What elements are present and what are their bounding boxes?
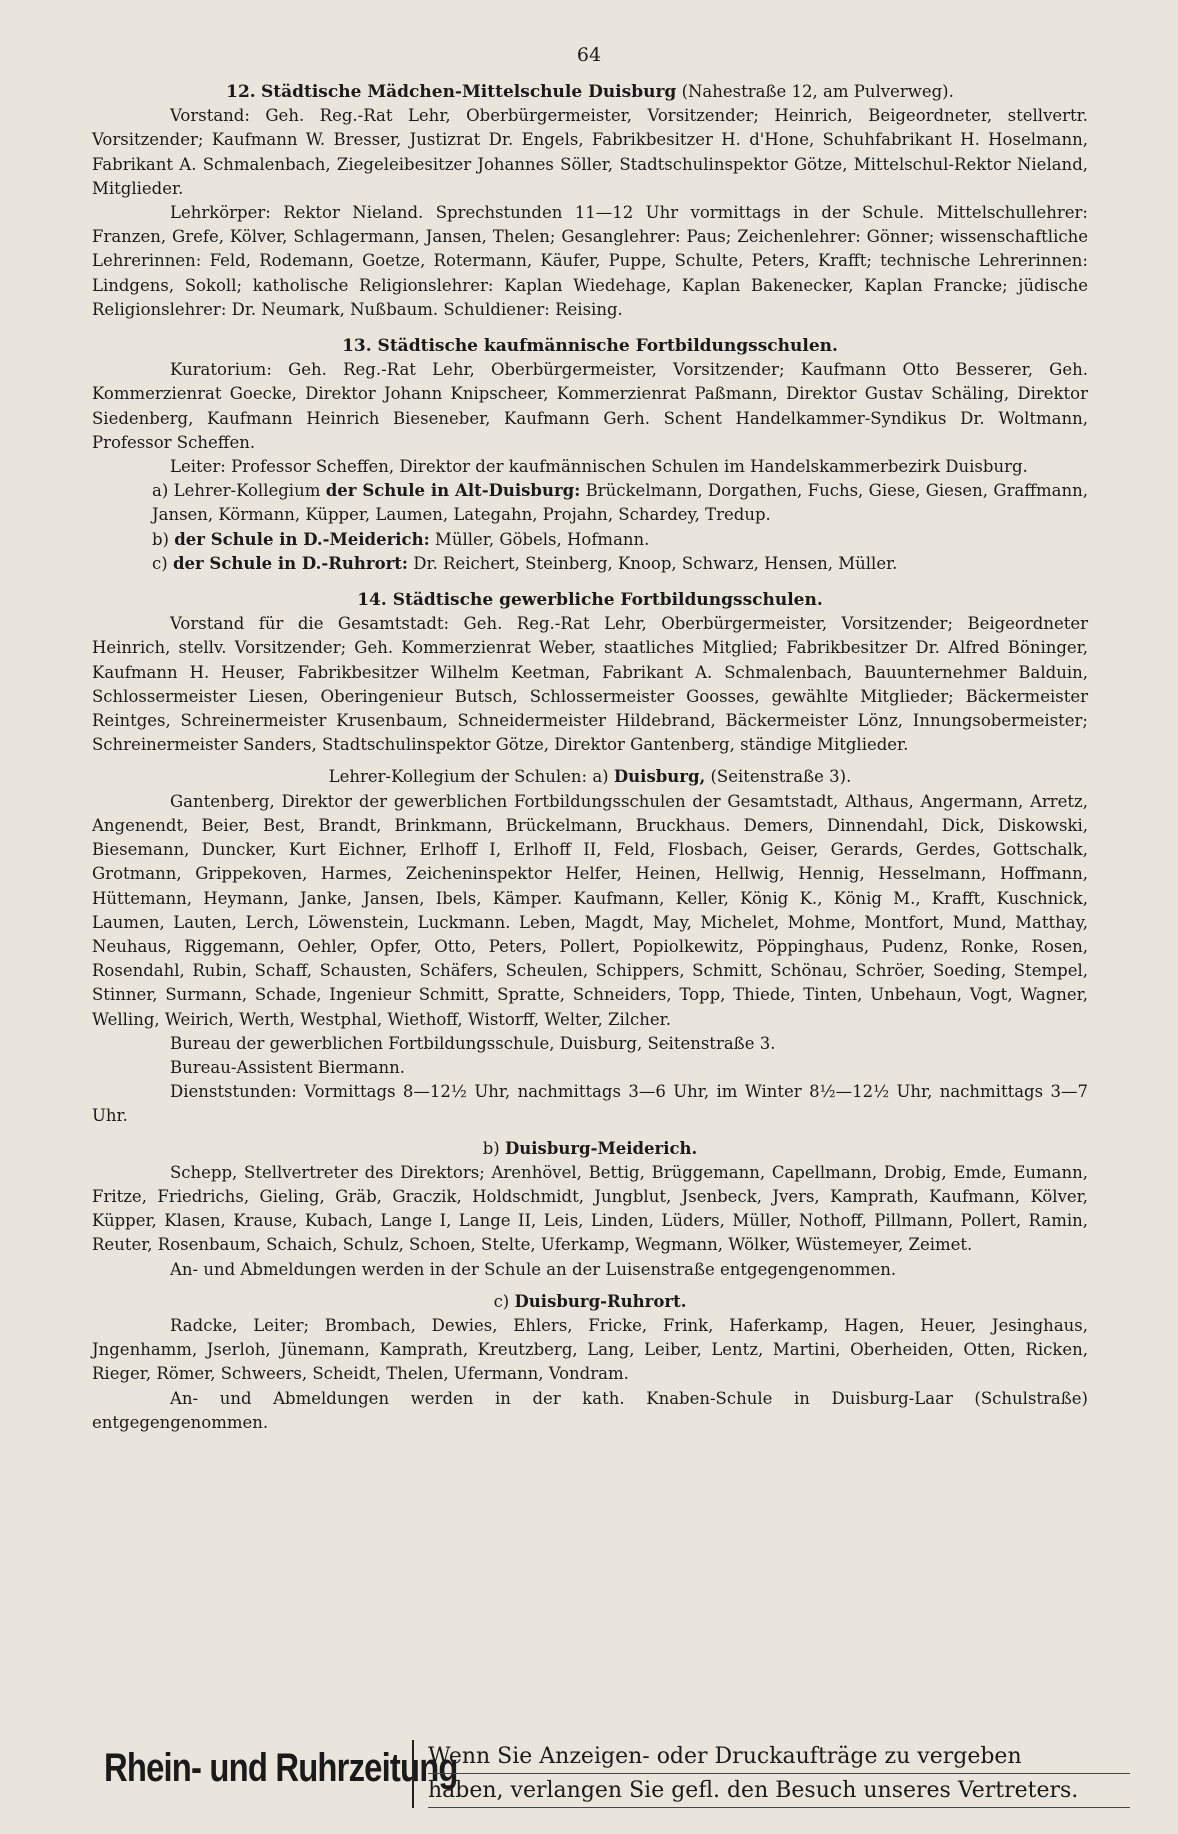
section-13-staff-a (92, 479, 1088, 527)
section-14-heading: 14. Städtische gewerbliche Fortbildungsschulen. (357, 590, 823, 611)
staff-a-school: der Schule in Alt-Duisburg: (325, 481, 581, 501)
section-12-vorstand: Vorstand: Geh. Reg.-Rat Lehr, Oberbürgermeister, Vorsitzender; Heinrich, Beigeordneter, stellvertr. Vorsitzender; Kaufmann W. Bresser, Justizrat Dr. Engels, Fabrikbesitzer H. d'Hone, Schuhfabrikant H. Hoselmann, Fabrikant A. Schmalenbach, Ziegeleibesitzer Johannes Söller, Stadtschulinspektor Götze, Mittelschul-Rektor Nieland, Mitglieder. (92, 106, 1088, 198)
staff-b-school: der Schule in D.-Meiderich: (174, 529, 430, 549)
dienststunden: Dienststunden: Vormittags 8—12½ Uhr, nachmittags 3—6 Uhr, im Winter 8½—12½ Uhr, nachmittags 3—7 Uhr. (92, 1082, 1088, 1126)
staff-c-names: Dr. Reichert, Steinberg, Knoop, Schwarz, Hensen, Müller. (413, 553, 898, 573)
kollegium-address: (Seitenstraße 3). (710, 767, 852, 787)
duisburg-staff-list: Gantenberg, Direktor der gewerblichen Fortbildungsschulen der Gesamtstadt, Althaus, Angermann, Arretz, Angenendt, Beier, Best, Brandt, Brinkmann, Brückelmann, Bruckhaus. Demers, Dinnendahl, Dick, Diskowski, Biesemann, Duncker, Kurt Eichner, Erlhoff I, Erlhoff II, Feld, Flosbach, Geiser, Gerards, Gerdes, Gottschalk, Grotmann, Grippekoven, Harmes, Zeicheninspektor Helfer, Heinen, Hellwig, Hennig, Hesselmann, Hoffmann, Hüttemann, Heymann, Janke, Jansen, Ibels, Kämper. Kaufmann, Keller, König K., König M., Krafft, Kuschnick, Laumen, Lauten, Lerch, Löwenstein, Luckmann. Leben, Magdt, May, Michelet, Mohme, Montfort, Mund, Matthay, Neuhaus, Riggemann, Oehler, Opfer, Otto, Peters, Pollert, Popiolkewitz, Pöppinghaus, Pudenz, Ronke, Rosen, Rosendahl, Rubin, Schaff, Schausten, Schäfers, Scheulen, Schippers, Schmitt, Schönau, Schröer, Soeding, Stempel, Stinner, Surmann, Schade, Ingenieur Schmitt, Spratte, Schneiders, Topp, Thiede, Tinten, Unbehaun, Vogt, Wagner, Welling, Weirich, Werth, Westphal, Wiethoff, Wistorff, Welter, Zilcher. (92, 791, 1088, 1029)
newspaper-advert (66, 1740, 1116, 1814)
page-number: 64 (576, 44, 602, 66)
ruhrort-heading-title: Duisburg-Ruhrort. (514, 1291, 687, 1311)
staff-c-school: der Schule in D.-Ruhrort: (172, 553, 409, 573)
staff-a-prefix: a) Lehrer-Kollegium (152, 481, 321, 501)
section-13-kuratorium: Kuratorium: Geh. Reg.-Rat Lehr, Oberbürgermeister, Vorsitzender; Kaufmann Otto Besserer, Geh. Kommerzienrat Goecke, Direktor Johann Knipscheer, Kommerzienrat Paßmann, Direktor Gustav Schäling, Direktor Siedenberg, Kaufmann Heinrich Bieseneber, Kaufmann Gerh. Schent Handelkammer-Syndikus Dr. Woltmann, Professor Scheffen. (92, 360, 1088, 452)
meiderich-staff-list: Schepp, Stellvertreter des Direktors; Arenhövel, Bettig, Brüggemann, Capellmann, Drobig, Emde, Eumann, Fritze, Friedrichs, Gieling, Gräb, Graczik, Holdschmidt, Jungblut, Jsenbeck, Jvers, Kamprath, Kaufmann, Kölver, Küpper, Klasen, Krause, Kubach, Lange I, Lange II, Leis, Linden, Lüders, Müller, Nothoff, Pillmann, Pollert, Ramin, Reuter, Rosenbaum, Schaich, Schulz, Schoen, Stelte, Uferkamp, Wegmann, Wölker, Wüstemeyer, Zeimet. (92, 1162, 1088, 1255)
section-12-number: 12. (226, 82, 256, 102)
section-13-heading: 13. Städtische kaufmännische Fortbildungsschulen. (342, 336, 838, 357)
advert-line-2: haben, verlangen Sie gefl. den Besuch unseres Vertreters. (428, 1774, 1130, 1808)
section-12-heading (92, 80, 1088, 104)
advert-line-1: Wenn Sie Anzeigen- oder Druckaufträge zu vergeben (428, 1740, 1130, 1774)
staff-c-prefix: c) (152, 553, 168, 573)
section-12-title: Städtische Mädchen-Mittelschule Duisburg (260, 82, 677, 102)
advert-text (412, 1740, 1130, 1808)
section-12-lehrkoerper: Lehrkörper: Rektor Nieland. Sprechstunden 11—12 Uhr vormittags in der Schule. Mittelschullehrer: Franzen, Grefe, Kölver, Schlagermann, Jansen, Thelen; Gesanglehrer: Paus; Zeichenlehrer: Gönner; wissenschaftliche Lehrerinnen: Feld, Rodemann, Goetze, Rotermann, Käufer, Puppe, Schulte, Peters, Krafft; technische Lehrerinnen: Lindgens, Sokoll; katholische Religionslehrer: Kaplan Wiedehage, Kaplan Bakenecker, Kaplan Francke; jüdische Religionslehrer: Dr. Neumark, Nußbaum. Schuldiener: Reising. (92, 203, 1088, 319)
bureau-address: Bureau der gewerblichen Fortbildungsschule, Duisburg, Seitenstraße 3. (170, 1033, 776, 1053)
meiderich-heading (92, 1137, 1088, 1161)
section-12-address: (Nahestraße 12, am Pulverweg). (681, 82, 954, 101)
ruhrort-heading-prefix: c) (493, 1291, 510, 1311)
staff-a-names: Brückelmann, Dorgathen, Fuchs, Giese, Giesen, Graffmann, Jansen, Körmann, Küpper, Laumen, Lategahn, Projahn, Schardey, Tredup. (152, 481, 1089, 525)
ruhrort-note: An- und Abmeldungen werden in der kath. Knaben-Schule in Duisburg-Laar (Schulstraße) entgegengenommen. (92, 1388, 1088, 1432)
meiderich-note: An- und Abmeldungen werden in der Schule an der Luisenstraße entgegengenommen. (170, 1259, 897, 1279)
section-14-vorstand: Vorstand für die Gesamtstadt: Geh. Reg.-Rat Lehr, Oberbürgermeister, Vorsitzender; Beigeordneter Heinrich, stellv. Vorsitzender; Geh. Kommerzienrat Weber, staatliches Mitglied; Fabrikbesitzer Dr. Alfred Böninger, Kaufmann H. Heuser, Fabrikbesitzer Wilhelm Keetman, Fabrikant A. Schmalenbach, Bauunternehmer Balduin, Schlossermeister Liesen, Oberingenieur Butsch, Schlossermeister Goosses, gewählte Mitglieder; Bäckermeister Reintges, Schreinermeister Krusenbaum, Schneidermeister Hildebrand, Bäckermeister Lönz, Innungsobermeister; Schreinermeister Sanders, Stadtschulinspektor Götze, Direktor Gantenberg, ständige Mitglieder. (92, 614, 1088, 755)
kollegium-school: Duisburg, (613, 767, 706, 787)
staff-b-prefix: b) (152, 529, 169, 549)
section-13-staff-c (92, 552, 1088, 576)
ruhrort-heading (92, 1290, 1088, 1314)
ruhrort-staff-list: Radcke, Leiter; Brombach, Dewies, Ehlers, Fricke, Frink, Haferkamp, Hagen, Heuer, Jesinghaus, Jngenhamm, Jserloh, Jünemann, Kamprath, Kreutzberg, Lang, Leiber, Lentz, Martini, Oberheiden, Otten, Ricken, Rieger, Römer, Schweers, Scheidt, Thelen, Ufermann, Vondram. (92, 1315, 1088, 1384)
section-13-leiter: Leiter: Professor Scheffen, Direktor der kaufmännischen Schulen im Handelskammerbezirk Duisburg. (170, 457, 1028, 477)
meiderich-heading-prefix: b) (482, 1138, 500, 1158)
advert-logo: Rhein- und Ruhrzeitung (104, 1746, 458, 1790)
section-13-staff-b (92, 528, 1088, 552)
bureau-assistent: Bureau-Assistent Biermann. (170, 1057, 405, 1077)
kollegium-prefix: Lehrer-Kollegium der Schulen: a) (328, 767, 609, 787)
page-content (92, 80, 1088, 1435)
section-14-kollegium-heading (92, 765, 1088, 789)
meiderich-heading-title: Duisburg-Meiderich. (504, 1138, 698, 1158)
staff-b-names: Müller, Göbels, Hofmann. (434, 529, 650, 549)
